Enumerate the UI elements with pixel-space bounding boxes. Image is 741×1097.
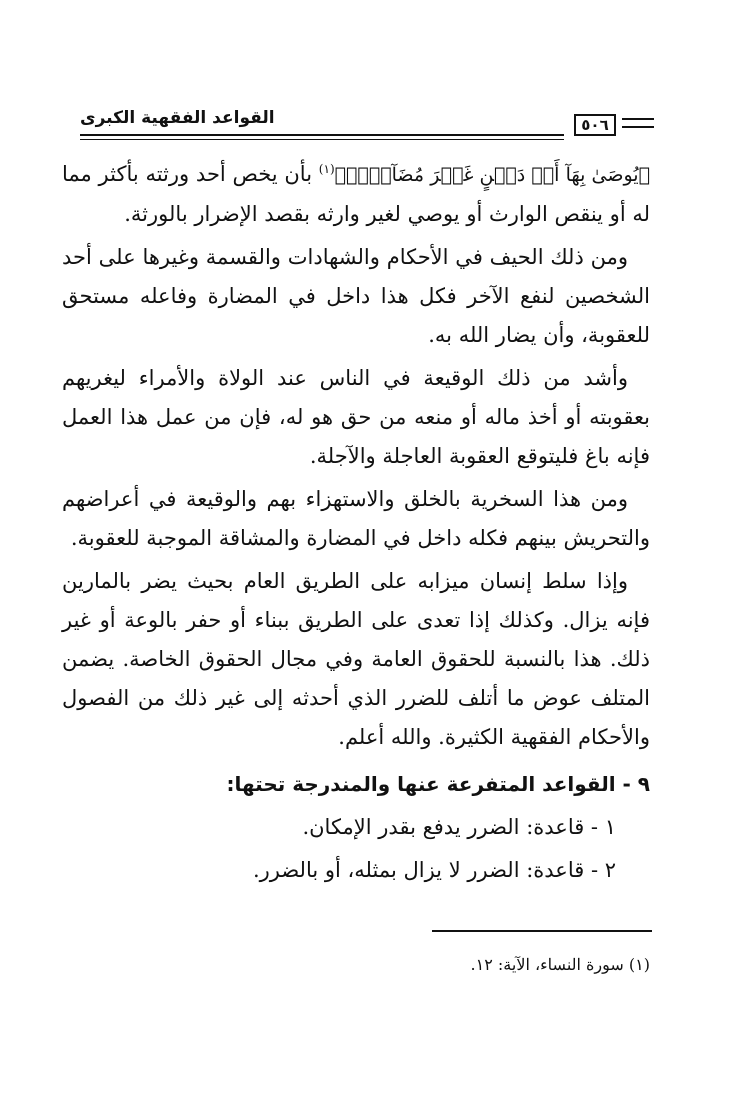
page-header	[80, 108, 654, 136]
paragraph-2: ومن ذلك الحيف في الأحكام والشهادات والقسمة وغيرها على أحد الشخصين لنفع الآخر فكل هذا داخل في المضارة وفاعله مستحق للعقوبة، وأن يضار الله به.	[62, 245, 650, 347]
paragraph-1: ﴿يُوصَىٰ بِهَآ أَوۡ دَيۡنٍ غَيۡرَ مُضَآرّٖۚ﴾$^{(١)}$ بأن يخص أحد ورثته بأكثر مما له أو ينقص الوارث أو يوصي لغير وارثه بقصد الإضرار بالورثة.	[62, 162, 650, 226]
page-number-ornament	[622, 118, 654, 134]
rule-item-2: ٢ - قاعدة: الضرر لا يزال بمثله، أو بالضرر.	[252, 858, 616, 882]
header-rule-thick	[80, 134, 564, 136]
paragraph-4: ومن هذا السخرية بالخلق والاستهزاء بهم والوقيعة في أعراضهم والتحريش بينهم فكله داخل في المضارة والمشاقة الموجبة للعقوبة.	[62, 487, 650, 550]
footnote-separator	[432, 930, 652, 932]
page-number: ٥٠٦	[574, 114, 616, 136]
running-title: القواعد الفقهية الكبرى	[80, 108, 275, 128]
rule-item-1: ١ - قاعدة: الضرر يدفع بقدر الإمكان.	[302, 815, 616, 839]
footnote-ref: (١)	[318, 162, 335, 176]
quran-verse: ﴿يُوصَىٰ بِهَآ أَوۡ دَيۡنٍ غَيۡرَ مُضَآرّٖۚ﴾	[334, 164, 650, 186]
paragraph-3: وأشد من ذلك الوقيعة في الناس عند الولاة والأمراء ليغريهم بعقوبته أو أخذ ماله أو منعه من حق هو له، فإن من عمل هذا العمل فإنه باغ فليتوقع العقوبة العاجلة والآجلة.	[62, 366, 650, 468]
section-heading: ٩ - القواعد المتفرعة عنها والمندرجة تحتها:	[226, 772, 650, 796]
header-rule-thin	[80, 139, 564, 140]
footnote: (١) سورة النساء، الآية: ١٢.	[470, 955, 650, 974]
main-text	[62, 150, 650, 890]
paragraph-5: وإذا سلط إنسان ميزابه على الطريق العام بحيث يضر بالمارين فإنه يزال. وكذلك إذا تعدى على الطريق ببناء أو حفر بالوعة أو غير ذلك. هذا بالنسبة للحقوق العامة وفي مجال الحقوق الخاصة. يضمن المتلف عوض ما أتلف للضرر الذي أحدثه إلى غير ذلك من الفصول والأحكام الفقهية الكثيرة. والله أعلم.	[62, 569, 650, 749]
